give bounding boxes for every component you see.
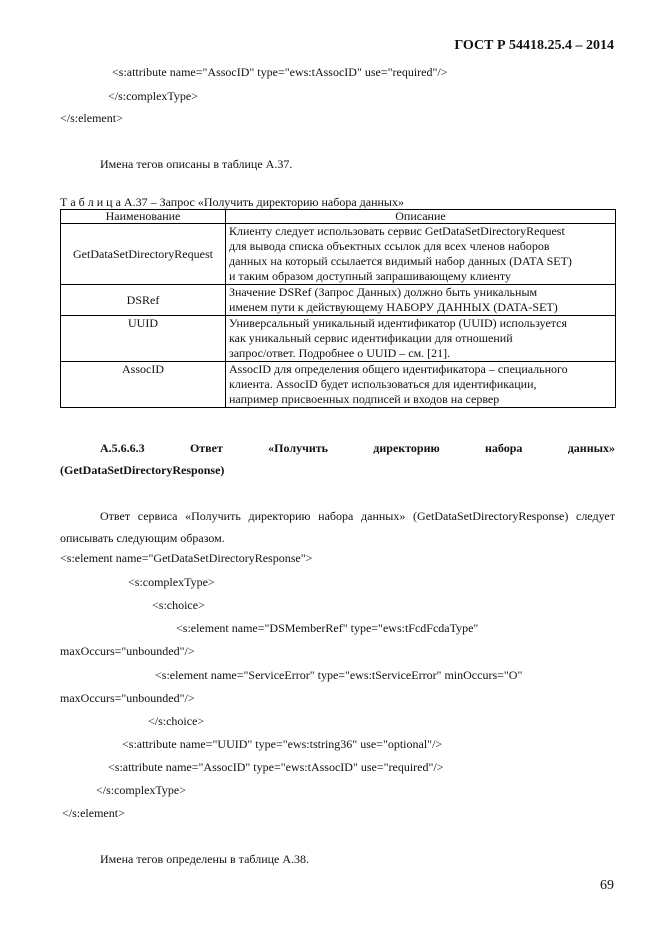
code-line: <s:attribute name="AssocID" type="ews:tAssocID" use="required"/> bbox=[112, 65, 448, 79]
heading-word: данных» bbox=[567, 441, 615, 455]
code-line: <s:complexType> bbox=[128, 575, 215, 589]
page-number: 69 bbox=[600, 878, 614, 893]
code-line: <s:element name="DSMemberRef" type="ews:tFcdFcdaType" bbox=[176, 621, 479, 635]
table-row bbox=[61, 362, 616, 408]
code-line: </s:complexType> bbox=[108, 89, 199, 103]
description-line: Клиенту следует использовать сервис GetDataSetDirectoryRequest bbox=[229, 224, 565, 238]
table-row bbox=[61, 224, 616, 285]
code-line: </s:complexType> bbox=[96, 783, 187, 797]
tag-table bbox=[60, 209, 616, 408]
table-header-row bbox=[61, 210, 616, 224]
table-row bbox=[61, 285, 616, 316]
code-line: </s:choice> bbox=[148, 714, 205, 728]
heading-word: директорию bbox=[373, 441, 440, 455]
description-line: например присвоенных подписей и входов на сервер bbox=[229, 392, 500, 406]
paragraph: Имена тегов описаны в таблице А.37. bbox=[100, 157, 293, 171]
code-line: <s:element name="ServiceError" type="ews:tServiceError" minOccurs="O" bbox=[155, 668, 523, 682]
code-line: maxOccurs="unbounded"/> bbox=[60, 691, 195, 705]
heading-word: набора bbox=[484, 441, 523, 455]
description-line: клиента. AssocID будет использоваться для идентификации, bbox=[229, 377, 537, 391]
tag-name: UUID bbox=[61, 316, 226, 362]
tag-name: DSRef bbox=[61, 285, 226, 316]
table-row bbox=[61, 316, 616, 362]
column-header: Наименование bbox=[61, 210, 226, 224]
section-heading bbox=[60, 437, 615, 481]
code-line: <s:choice> bbox=[152, 598, 205, 612]
code-line: <s:element name="GetDataSetDirectoryResponse"> bbox=[60, 551, 313, 565]
tag-description bbox=[226, 362, 616, 408]
description-line: Значение DSRef (Запрос Данных) должно быть уникальным bbox=[229, 285, 538, 299]
tag-description bbox=[226, 285, 616, 316]
description-line: именем пути к действующему НАБОРУ ДАННЫХ (DATA-SET) bbox=[229, 300, 558, 314]
section-subtitle: (GetDataSetDirectoryResponse) bbox=[60, 463, 225, 477]
description-line: запрос/ответ. Подробнее о UUID – см. [21]. bbox=[229, 346, 451, 360]
description-line: как уникальный сервис идентификации для отношений bbox=[229, 331, 513, 345]
heading-word: «Получить bbox=[268, 441, 329, 455]
code-line: <s:attribute name="AssocID" type="ews:tAssocID" use="required"/> bbox=[108, 760, 444, 774]
code-line: <s:attribute name="UUID" type="ews:tstring36" use="optional"/> bbox=[122, 737, 443, 751]
heading-word: Ответ bbox=[189, 441, 223, 455]
tag-description bbox=[226, 316, 616, 362]
tag-name: AssocID bbox=[61, 362, 226, 408]
description-line: данных на который ссылается видимый набор данных (DATA SET) bbox=[229, 254, 572, 268]
code-line: maxOccurs="unbounded"/> bbox=[60, 644, 195, 658]
code-line: </s:element> bbox=[60, 111, 123, 125]
column-header: Описание bbox=[226, 210, 616, 224]
tag-description bbox=[226, 224, 616, 285]
code-line: </s:element> bbox=[62, 806, 125, 820]
document-header: ГОСТ Р 54418.25.4 – 2014 bbox=[454, 38, 614, 53]
description-line: Универсальный уникальный идентификатор (UUID) используется bbox=[229, 316, 568, 330]
description-line: и таким образом доступный запрашивающему клиенту bbox=[229, 269, 511, 283]
paragraph: Имена тегов определены в таблице А.38. bbox=[100, 852, 310, 866]
paragraph: Ответ сервиса «Получить директорию набора данных» (GetDataSetDirectoryResponse) следует описывать следующим образом. bbox=[60, 509, 615, 545]
description-line: AssocID для определения общего идентификатора – специального bbox=[229, 362, 568, 376]
table-caption: Т а б л и ц а А.37 – Запрос «Получить директорию набора данных» bbox=[60, 195, 404, 209]
tag-name: GetDataSetDirectoryRequest bbox=[61, 224, 226, 285]
section-number: А.5.6.6.3 bbox=[100, 441, 145, 455]
description-line: для вывода списка объектных ссылок для всех членов наборов bbox=[229, 239, 550, 253]
